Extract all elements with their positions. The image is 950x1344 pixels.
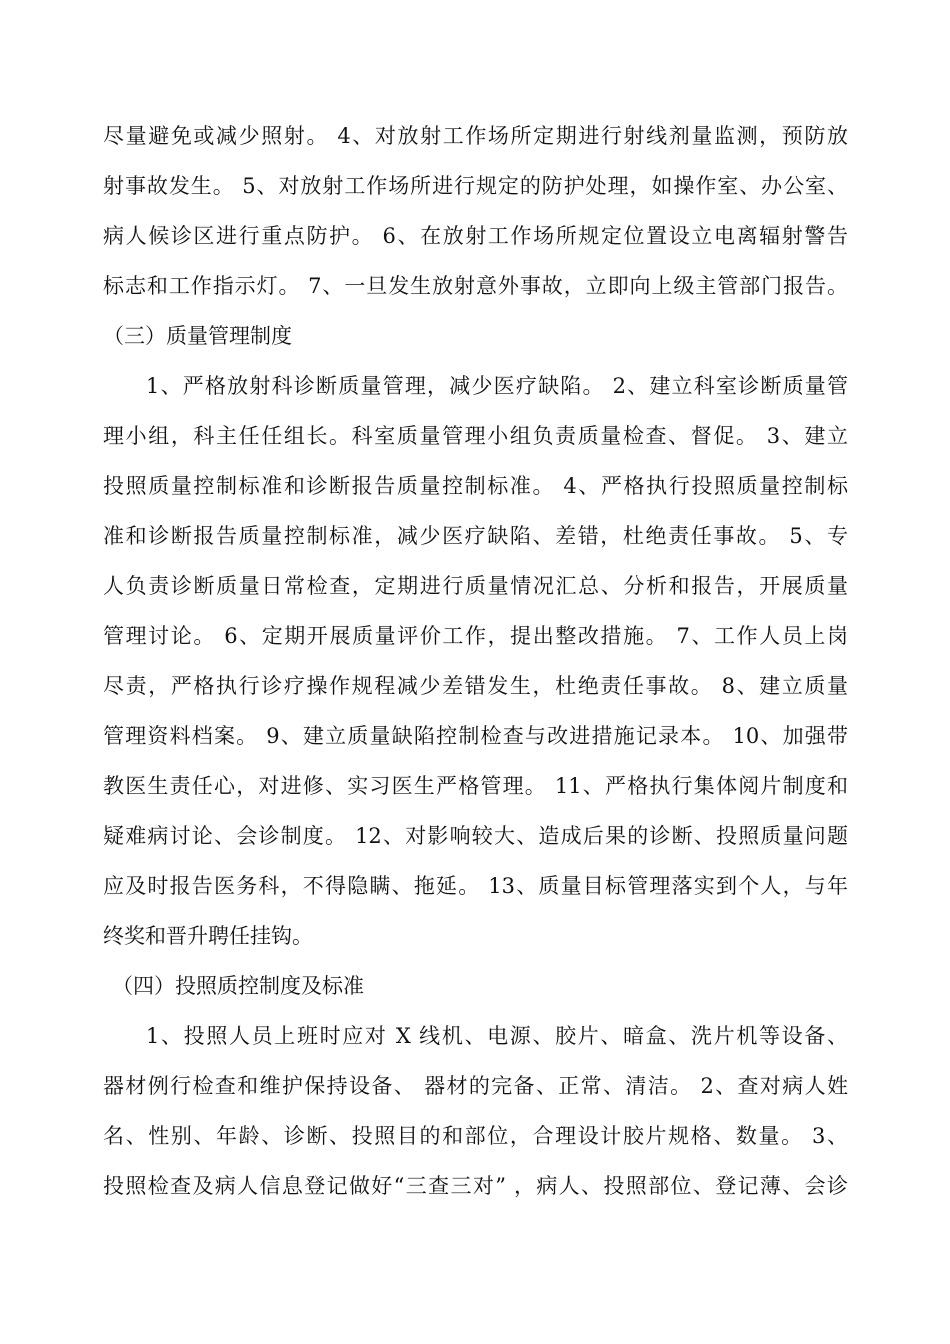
text-line: 1、投照人员上班时应对 X 线机、电源、胶片、暗盒、洗片机等设备、 <box>146 1024 848 1048</box>
text-line: 管理讨论。 6、定期开展质量评价工作，提出整改措施。 7、工作人员上岗 <box>103 624 848 648</box>
text-line: 准和诊断报告质量控制标准，减少医疗缺陷、差错，杜绝责任事故。 5、专 <box>103 524 848 548</box>
section-heading-quality: （三）质量管理制度 <box>103 324 292 348</box>
text-line: 尽责，严格执行诊疗操作规程减少差错发生，杜绝责任事故。 8、建立质量 <box>103 674 848 698</box>
text-line: 射事故发生。 5、对放射工作场所进行规定的防护处理，如操作室、办公室、 <box>103 174 848 198</box>
text-line: 病人候诊区进行重点防护。 6、在放射工作场所规定位置设立电离辐射警告 <box>103 224 848 248</box>
text-line: 尽量避免或减少照射。 4、对放射工作场所定期进行射线剂量监测，预防放 <box>103 124 848 148</box>
text-line: 教医生责任心，对进修、实习医生严格管理。 11、严格执行集体阅片制度和 <box>103 774 848 798</box>
text-line: 应及时报告医务科，不得隐瞒、拖延。 13、质量目标管理落实到个人，与年 <box>103 874 848 898</box>
text-line: 投照检查及病人信息登记做好“三查三对” ，病人、投照部位、登记薄、会诊 <box>103 1174 848 1198</box>
text-line: 管理资料档案。 9、建立质量缺陷控制检查与改进措施记录本。 10、加强带 <box>103 724 848 748</box>
text-line: 投照质量控制标准和诊断报告质量控制标准。 4、严格执行投照质量控制标 <box>103 474 848 498</box>
text-line: 标志和工作指示灯。 7、一旦发生放射意外事故，立即向上级主管部门报告。 <box>103 274 848 298</box>
text-line: 终奖和晋升聘任挂钩。 <box>103 924 313 948</box>
text-line: 人负责诊断质量日常检查，定期进行质量情况汇总、分析和报告，开展质量 <box>103 574 848 598</box>
text-line: 器材例行检查和维护保持设备、 器材的完备、正常、清洁。 2、查对病人姓 <box>103 1074 848 1098</box>
text-line: 疑难病讨论、会诊制度。 12、对影响较大、造成后果的诊断、投照质量问题 <box>103 824 848 848</box>
text-line: 理小组，科主任任组长。科室质量管理小组负责质量检查、督促。 3、建立 <box>103 424 848 448</box>
text-line: 1、严格放射科诊断质量管理，减少医疗缺陷。 2、建立科室诊断质量管 <box>146 374 848 398</box>
section-heading-imaging-qc: （四）投照质控制度及标准 <box>112 974 364 998</box>
text-line: 名、性别、年龄、诊断、投照目的和部位，合理设计胶片规格、数量。 3、 <box>103 1124 848 1148</box>
